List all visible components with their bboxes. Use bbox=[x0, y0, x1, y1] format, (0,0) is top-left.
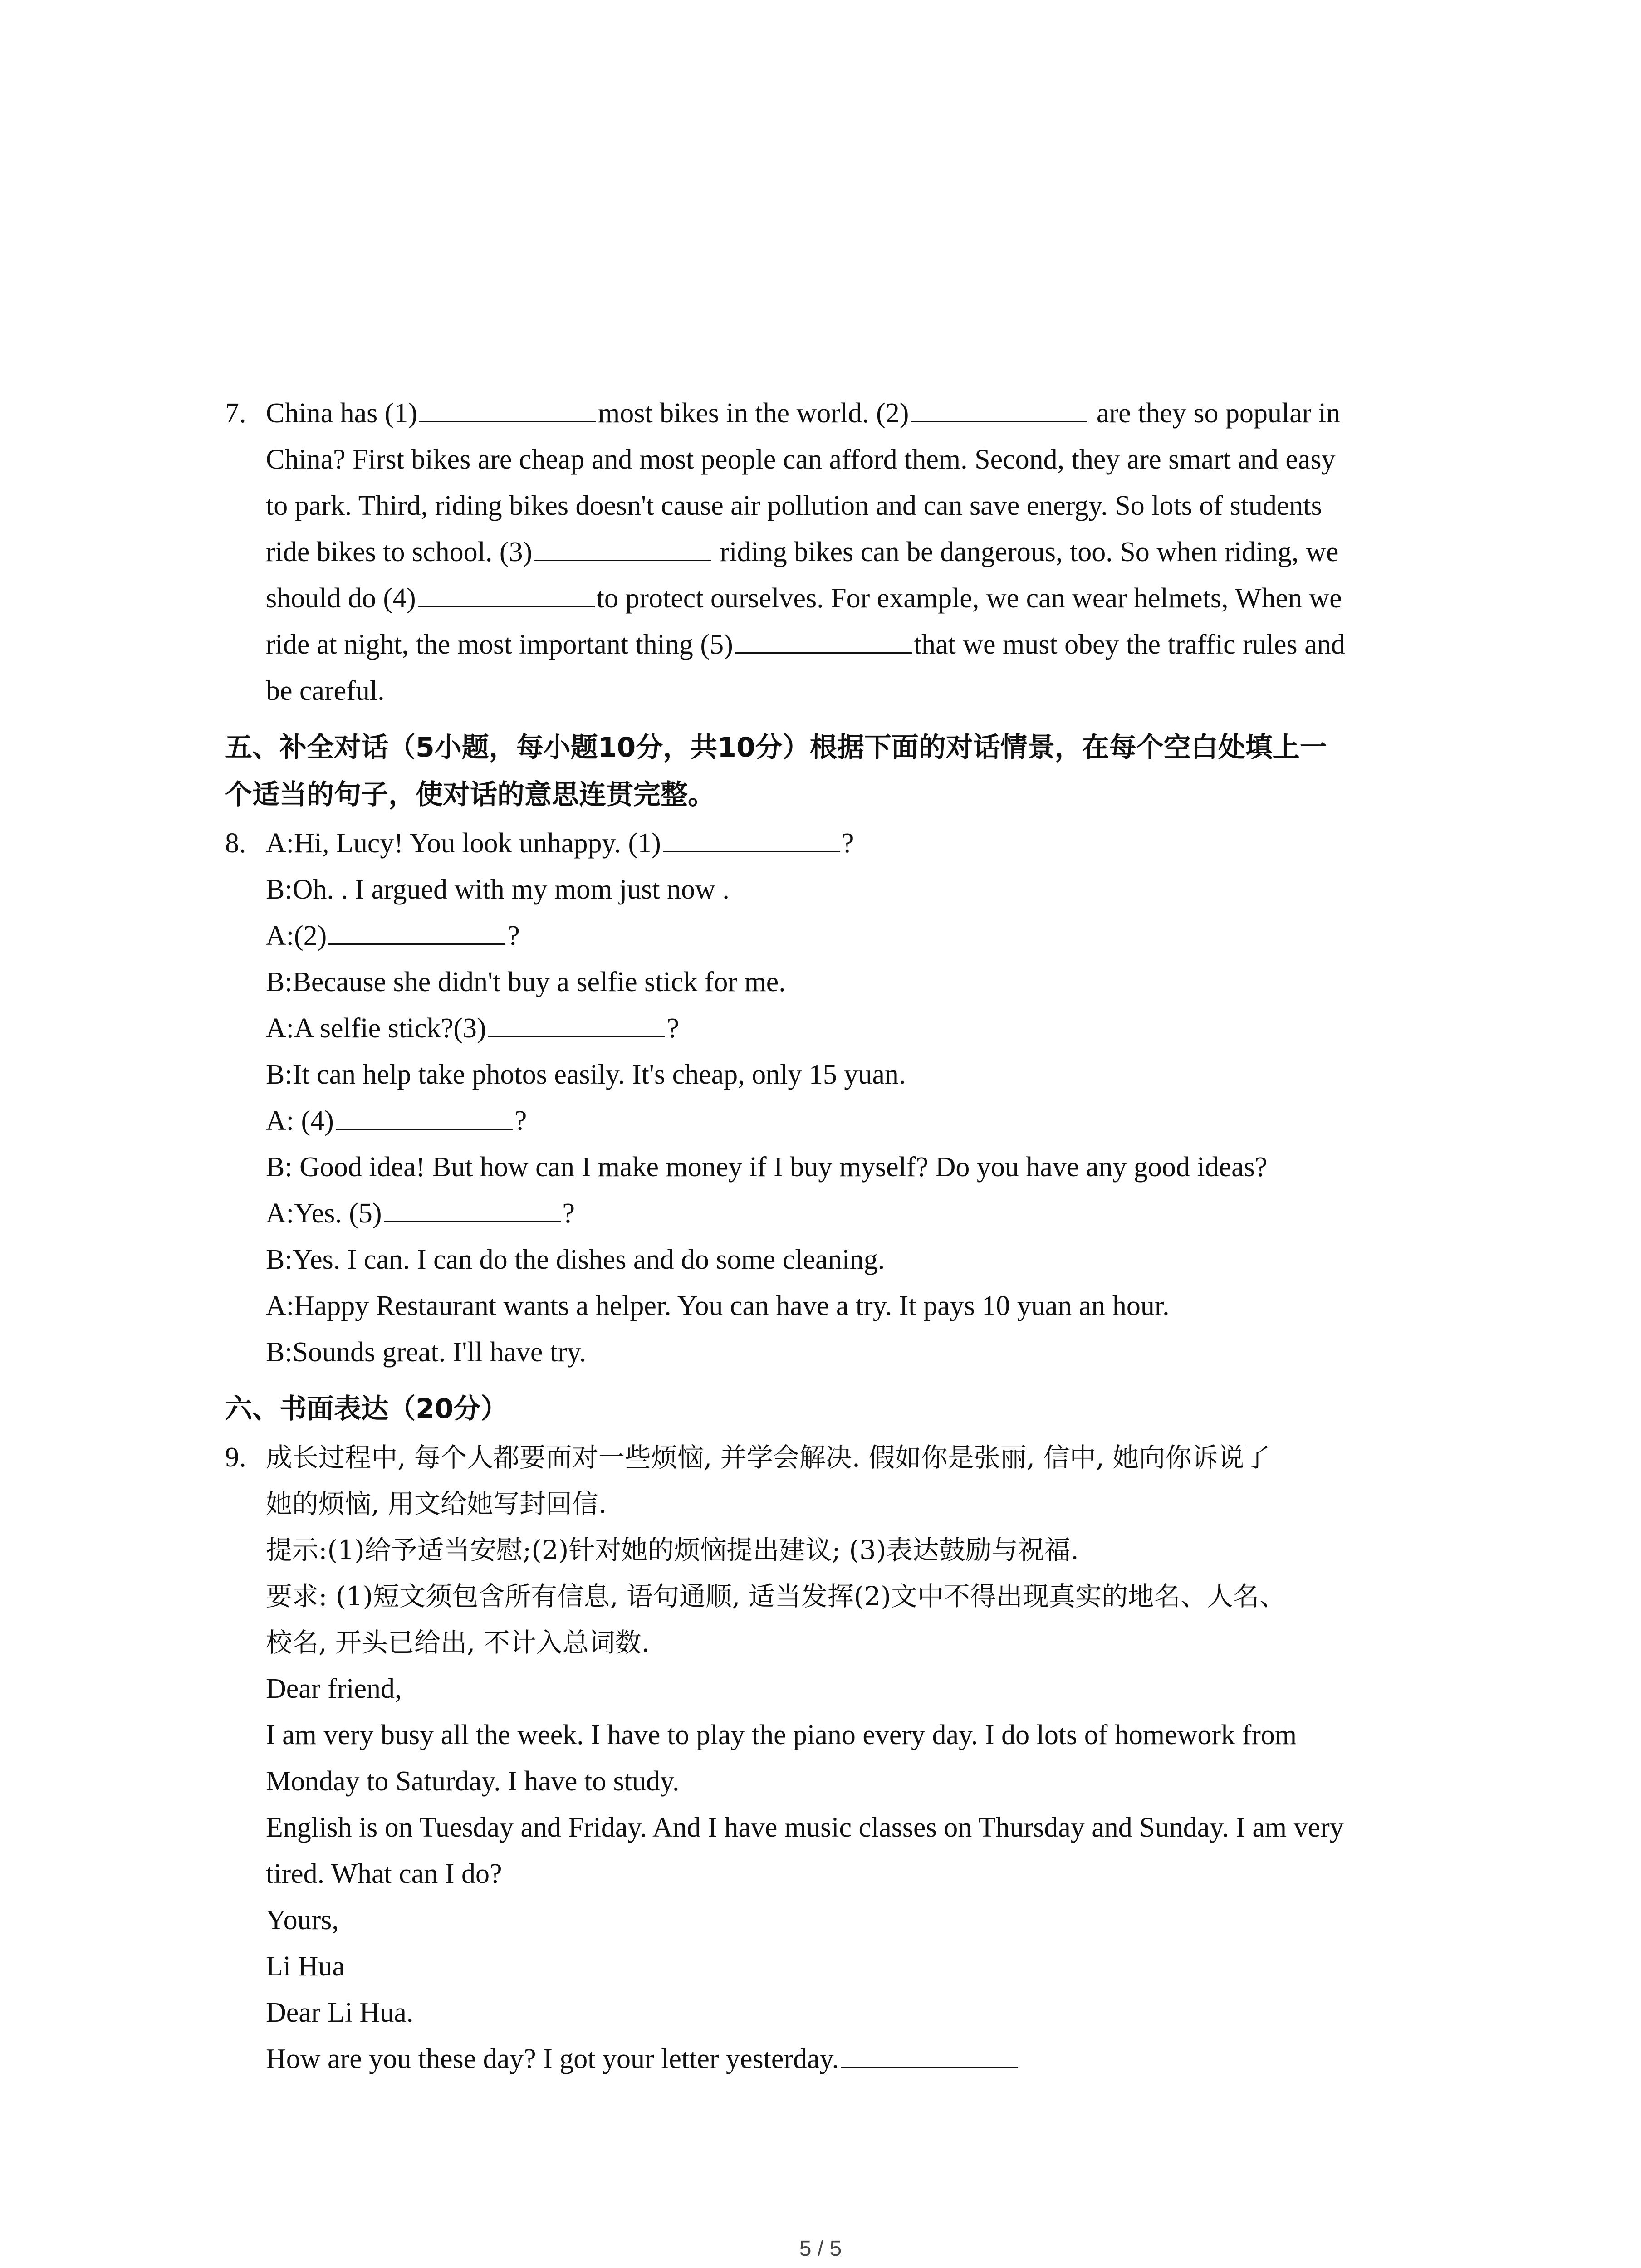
dialog-line: B:Oh. . I argued with my mom just now . bbox=[266, 874, 730, 905]
q7-line-7: be careful. bbox=[266, 675, 385, 706]
letter-line: Yours, bbox=[266, 1905, 339, 1936]
dialog-line: B:Yes. I can. I can do the dishes and do some cleaning. bbox=[266, 1244, 885, 1275]
dialog-line: A:(2) ? bbox=[266, 913, 1450, 959]
question-number: 9. bbox=[225, 1442, 246, 1473]
q7-line-3: to park. Third, riding bikes doesn't cause air pollution and can save energy. So lots of students bbox=[266, 490, 1322, 521]
dialog-line: B:It can help take photos easily. It's cheap, only 15 yuan. bbox=[266, 1059, 906, 1090]
dialog-line: A:Happy Restaurant wants a helper. You can have a try. It pays 10 yuan an hour. bbox=[266, 1290, 1170, 1321]
q7-line-2: China? First bikes are cheap and most people can afford them. Second, they are smart and easy bbox=[266, 444, 1336, 475]
instruction-line: 成长过程中, 每个人都要面对一些烦恼, 并学会解决. 假如你是张丽, 信中, 她向你诉说了 bbox=[266, 1442, 1271, 1473]
requirement-line: 要求: (1)短文须包含所有信息, 语句通顺, 适当发挥(2)文中不得出现真实的地名、人名、 bbox=[266, 1581, 1286, 1612]
letter-line: Dear Li Hua. bbox=[266, 1997, 414, 2028]
section-heading-6: 六、书面表达（20分） bbox=[225, 1393, 508, 1425]
answer-blank[interactable] bbox=[911, 394, 1087, 422]
q7-line-5: should do (4) to protect ourselves. For example, we can wear helmets, When we bbox=[266, 575, 1450, 621]
letter-line: English is on Tuesday and Friday. And I have music classes on Thursday and Sunday. I am very bbox=[266, 1812, 1344, 1843]
answer-blank[interactable] bbox=[419, 394, 596, 422]
answer-blank[interactable] bbox=[418, 579, 595, 607]
dialog-line: B:Sounds great. I'll have try. bbox=[266, 1337, 587, 1368]
q7-line-1: China has (1) most bikes in the world. (2) are they so popular in bbox=[266, 390, 1450, 436]
question-9 bbox=[225, 1434, 1450, 2082]
question-7 bbox=[225, 390, 1450, 714]
question-8 bbox=[225, 820, 1450, 1375]
letter-line: I am very busy all the week. I have to play the piano every day. I do lots of homework from bbox=[266, 1720, 1297, 1750]
q7-line-6: ride at night, the most important thing (5) that we must obey the traffic rules and bbox=[266, 621, 1450, 668]
section-heading-5: 五、补全对话（5小题，每小题10分，共10分）根据下面的对话情景，在每个空白处填上一 个适当的句子，使对话的意思连贯完整。 bbox=[225, 732, 1327, 811]
page-content bbox=[225, 390, 1450, 2082]
requirement-line: 校名, 开头已给出, 不计入总词数. bbox=[266, 1627, 650, 1658]
answer-blank[interactable] bbox=[534, 533, 711, 561]
page-number: 5 / 5 bbox=[799, 2237, 842, 2261]
answer-blank[interactable] bbox=[663, 824, 840, 852]
question-number: 8. bbox=[225, 828, 246, 859]
hint-line: 提示:(1)给予适当安慰;(2)针对她的烦恼提出建议; (3)表达鼓励与祝福. bbox=[266, 1535, 1079, 1565]
answer-blank[interactable] bbox=[328, 916, 505, 945]
dialog-line: A:Hi, Lucy! You look unhappy. (1) ? bbox=[266, 820, 1450, 866]
instruction-line: 她的烦恼, 用文给她写封回信. bbox=[266, 1488, 607, 1519]
letter-line: How are you these day? I got your letter yesterday. bbox=[266, 2036, 1450, 2082]
dialog-line: A:Yes. (5) ? bbox=[266, 1190, 1450, 1237]
answer-blank[interactable] bbox=[384, 1194, 561, 1222]
letter-line: tired. What can I do? bbox=[266, 1858, 502, 1889]
dialog-line: B: Good idea! But how can I make money if I buy myself? Do you have any good ideas? bbox=[266, 1152, 1268, 1183]
dialog-line: A:A selfie stick?(3) ? bbox=[266, 1005, 1450, 1051]
question-number: 7. bbox=[225, 398, 246, 429]
letter-line: Monday to Saturday. I have to study. bbox=[266, 1766, 680, 1797]
answer-blank[interactable] bbox=[336, 1101, 513, 1130]
question-7-text bbox=[266, 390, 1450, 714]
answer-blank[interactable] bbox=[841, 2039, 1018, 2068]
answer-blank[interactable] bbox=[488, 1009, 665, 1037]
letter-line: Li Hua bbox=[266, 1951, 345, 1982]
dialog-line: B:Because she didn't buy a selfie stick for me. bbox=[266, 967, 786, 997]
dialog-line: A: (4) ? bbox=[266, 1098, 1450, 1144]
answer-blank[interactable] bbox=[735, 625, 912, 654]
q7-line-4: ride bikes to school. (3) riding bikes can be dangerous, too. So when riding, we bbox=[266, 529, 1450, 575]
letter-line: Dear friend, bbox=[266, 1673, 402, 1704]
